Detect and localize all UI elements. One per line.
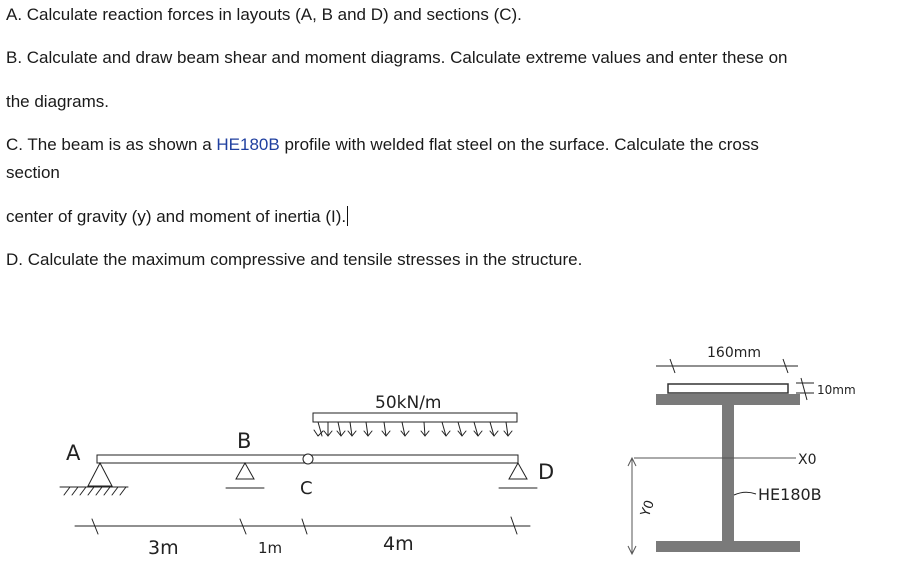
- span-label-1: 3m: [148, 537, 179, 559]
- task-a: A. Calculate reaction forces in layouts (A, B and D) and sections (C).: [6, 5, 522, 24]
- task-b-line1: B. Calculate and draw beam shear and moment diagrams. Calculate extreme values and enter these on: [6, 48, 788, 67]
- label-d: D: [538, 460, 555, 484]
- span-label-2: 1m: [258, 539, 283, 557]
- support-a-symbol: [60, 463, 128, 495]
- label-b: B: [237, 429, 252, 453]
- load-label: 50kN/m: [375, 393, 442, 413]
- task-c-suffix: profile with welded flat steel on the surface. Calculate the cross: [279, 135, 759, 154]
- distributed-load: [313, 413, 517, 436]
- beam-segment-cd: [311, 455, 518, 463]
- flat-steel-plate: [668, 384, 788, 393]
- plate-width-label: 160mm: [707, 345, 761, 361]
- profile-leader-line: [734, 492, 756, 495]
- support-b-symbol: [226, 463, 264, 488]
- neutral-axis-label: X0: [798, 452, 817, 468]
- he180b-highlight: HE180B: [216, 135, 280, 154]
- dimension-line: [75, 517, 530, 534]
- beam-segment-ac: [97, 455, 305, 463]
- task-b-line2: the diagrams.: [6, 92, 109, 111]
- task-c-prefix: C. The beam is as shown a: [6, 135, 217, 154]
- centroid-distance-label: Y0: [638, 498, 658, 519]
- beam-diagram: [60, 413, 537, 534]
- profile-label: HE180B: [758, 485, 822, 504]
- task-c-line3-text: center of gravity (y) and moment of inertia (I).: [6, 207, 347, 226]
- top-flange: [656, 394, 800, 405]
- web: [722, 405, 734, 541]
- label-c: C: [300, 478, 313, 499]
- y0-dimension-arrow: [628, 458, 636, 554]
- task-d: D. Calculate the maximum compressive and tensile stresses in the structure.: [6, 250, 583, 269]
- width-dimension-line: [656, 359, 798, 373]
- plate-thickness-label: 10mm: [817, 383, 856, 397]
- support-d-symbol: [499, 463, 537, 488]
- task-c-line2: section: [6, 163, 60, 182]
- span-label-3: 4m: [383, 533, 414, 555]
- hinge-c: [303, 454, 313, 464]
- bottom-flange: [656, 541, 800, 552]
- label-a: A: [66, 441, 81, 465]
- cross-section: [628, 359, 814, 554]
